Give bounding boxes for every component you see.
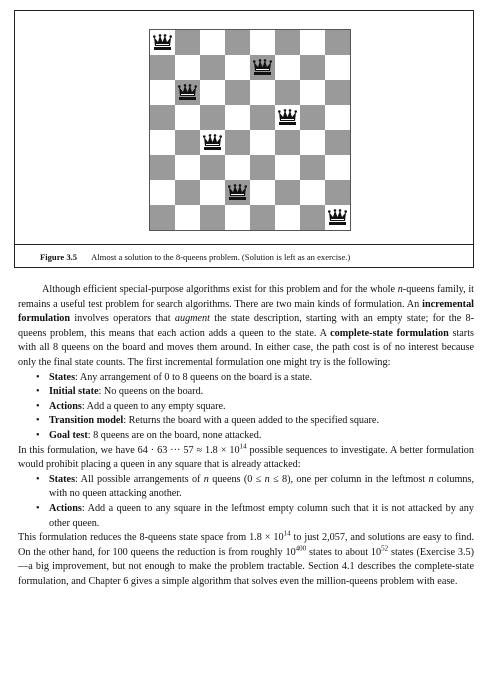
board-square [275, 180, 300, 205]
board-square [325, 30, 350, 55]
text-run: involves operators that [70, 313, 175, 325]
board-square [150, 80, 175, 105]
list-text: : Returns the board with a queen added to the specified square. [123, 415, 379, 427]
board-square [300, 205, 325, 230]
crown-icon [203, 134, 222, 151]
list-item [36, 414, 474, 429]
list-text: columns, with no queen attacking another. [49, 473, 474, 500]
board-square [175, 130, 200, 155]
board-square [175, 80, 200, 105]
board-square [175, 55, 200, 80]
list-item [36, 400, 474, 415]
list-text: : Add a queen to any square in the leftmost empty column such that it is not attacked by any other queen. [49, 502, 474, 529]
board-square [250, 130, 275, 155]
board-square [150, 55, 175, 80]
list-text: : Any arrangement of 0 to 8 queens on the board is a state. [75, 371, 313, 383]
board-square [200, 180, 225, 205]
board-square [225, 155, 250, 180]
math-variable: n [264, 473, 270, 485]
crown-icon [278, 109, 297, 126]
board-square [200, 205, 225, 230]
board-square [250, 105, 275, 130]
list-term: Goal test [49, 429, 88, 441]
crown-icon [153, 34, 172, 51]
board-square [225, 55, 250, 80]
board-square [275, 80, 300, 105]
term-incremental-formulation: incremental formulation [18, 298, 474, 325]
list-text: : All possible arrangements of [75, 473, 204, 485]
crown-icon [328, 209, 347, 226]
body-text [18, 283, 474, 589]
figure-caption [40, 252, 350, 262]
board-square [325, 55, 350, 80]
board-square [250, 80, 275, 105]
board-square [150, 130, 175, 155]
board-square [300, 130, 325, 155]
board-square [200, 30, 225, 55]
list-term: Initial state [49, 386, 99, 398]
crown-icon [178, 84, 197, 101]
board-square [325, 180, 350, 205]
board-square [200, 130, 225, 155]
list-text: queens (0 ≤ [208, 473, 265, 485]
board-square [225, 105, 250, 130]
board-square [300, 180, 325, 205]
exponent: 400 [295, 544, 307, 553]
board-square [150, 180, 175, 205]
list-term: States [49, 371, 76, 383]
board-square [175, 180, 200, 205]
board-square [175, 30, 200, 55]
board-square [250, 180, 275, 205]
list-text: ≤ 8), one per column in the leftmost [269, 473, 429, 485]
figure-caption-text: Almost a solution to the 8-queens problem. (Solution is left as an exercise.) [91, 252, 351, 262]
board-square [250, 30, 275, 55]
text-run: possible sequences to investigate. A better formulation would prohibit placing a queen in any square that is already attacked: [18, 444, 474, 471]
text-run: -queens family, it remains a useful test problem for search algorithms. There are two main kinds of formulation. An [18, 284, 474, 310]
board-square [275, 30, 300, 55]
text-run: states (Exercise 3.5)—a big improvement, but not enough to make the problem tractable. Section 4.1 describes the complete-state formulation, and Chapter 6 gives a simple algorithm that solves even the million-queens problem with ease. [18, 546, 474, 587]
board-square [200, 105, 225, 130]
list-text: : Add a queen to any empty square. [81, 400, 226, 412]
list-item [36, 473, 474, 502]
text-run: This formulation reduces the 8-queens state space from 1.8 × 10 [18, 532, 284, 544]
list-item [36, 502, 474, 531]
figure-label: Figure 3.5 [40, 252, 78, 262]
exponent: 52 [381, 544, 389, 553]
term-complete-state-formulation: complete-state formulation [330, 327, 449, 339]
math-variable: n [203, 473, 209, 485]
board-square [225, 80, 250, 105]
board-square [250, 205, 275, 230]
board-square [275, 205, 300, 230]
board-square [200, 80, 225, 105]
board-square [275, 55, 300, 80]
board-square [300, 80, 325, 105]
board-square [325, 80, 350, 105]
board-square [225, 180, 250, 205]
board-square [250, 155, 275, 180]
list-term: States [49, 473, 76, 485]
exponent: 14 [283, 529, 291, 538]
board-square [150, 205, 175, 230]
board-square [175, 205, 200, 230]
board-square [225, 30, 250, 55]
board-square [300, 30, 325, 55]
list-term: Transition model [49, 415, 124, 427]
text-run: to just 2,057, and solutions are easy to find. On the other hand, for 100 queens the reduction is from roughly 10 [18, 532, 474, 558]
math-variable: n [397, 284, 403, 295]
paragraph-2 [18, 444, 474, 473]
paragraph-3 [18, 531, 474, 589]
board-square [325, 205, 350, 230]
paragraph-1 [18, 283, 474, 371]
board-square [275, 155, 300, 180]
board-square [300, 105, 325, 130]
board-square [150, 30, 175, 55]
board-square [275, 130, 300, 155]
board-square [300, 55, 325, 80]
list-text: : 8 queens are on the board, none attacked. [87, 429, 262, 441]
crown-icon [228, 184, 247, 201]
list-item [36, 371, 474, 386]
text-run: In this formulation, we have 64 · 63 ··· 57 ≈ 1.8 × 10 [18, 444, 240, 456]
crown-icon [253, 59, 272, 76]
list-text: : No queens on the board. [98, 386, 204, 398]
board-square [225, 205, 250, 230]
text-run: starts with all 8 queens on the board and moves them around. In either case, the path cost is of no interest because only the final state counts. The first incremental formulation one might try is the following: [18, 327, 474, 368]
text-run: Although efficient special-purpose algorithms exist for this problem and for the whole [42, 284, 398, 295]
board-square [325, 130, 350, 155]
board-square [150, 155, 175, 180]
incremental-formulation-list [18, 371, 474, 444]
board-square [200, 155, 225, 180]
board-square [150, 105, 175, 130]
board-square [325, 105, 350, 130]
exponent: 14 [239, 442, 247, 451]
chessboard [149, 29, 351, 231]
list-term: Actions [49, 502, 82, 514]
board-square [325, 155, 350, 180]
list-item [36, 429, 474, 444]
text-run: the state description, starting with an empty state; for the 8-queens problem, this means that each action adds a queen to the state. A [18, 313, 474, 339]
board-square [250, 55, 275, 80]
text-run: states to about 10 [306, 546, 382, 558]
figure-caption-divider [14, 244, 474, 245]
board-square [275, 105, 300, 130]
board-square [225, 130, 250, 155]
math-variable: n [428, 473, 434, 485]
board-square [200, 55, 225, 80]
improved-formulation-list [18, 473, 474, 531]
emphasis-augment: augment [174, 313, 210, 325]
board-square [300, 155, 325, 180]
board-square [175, 105, 200, 130]
board-square [175, 155, 200, 180]
list-item [36, 385, 474, 400]
list-term: Actions [49, 400, 82, 412]
